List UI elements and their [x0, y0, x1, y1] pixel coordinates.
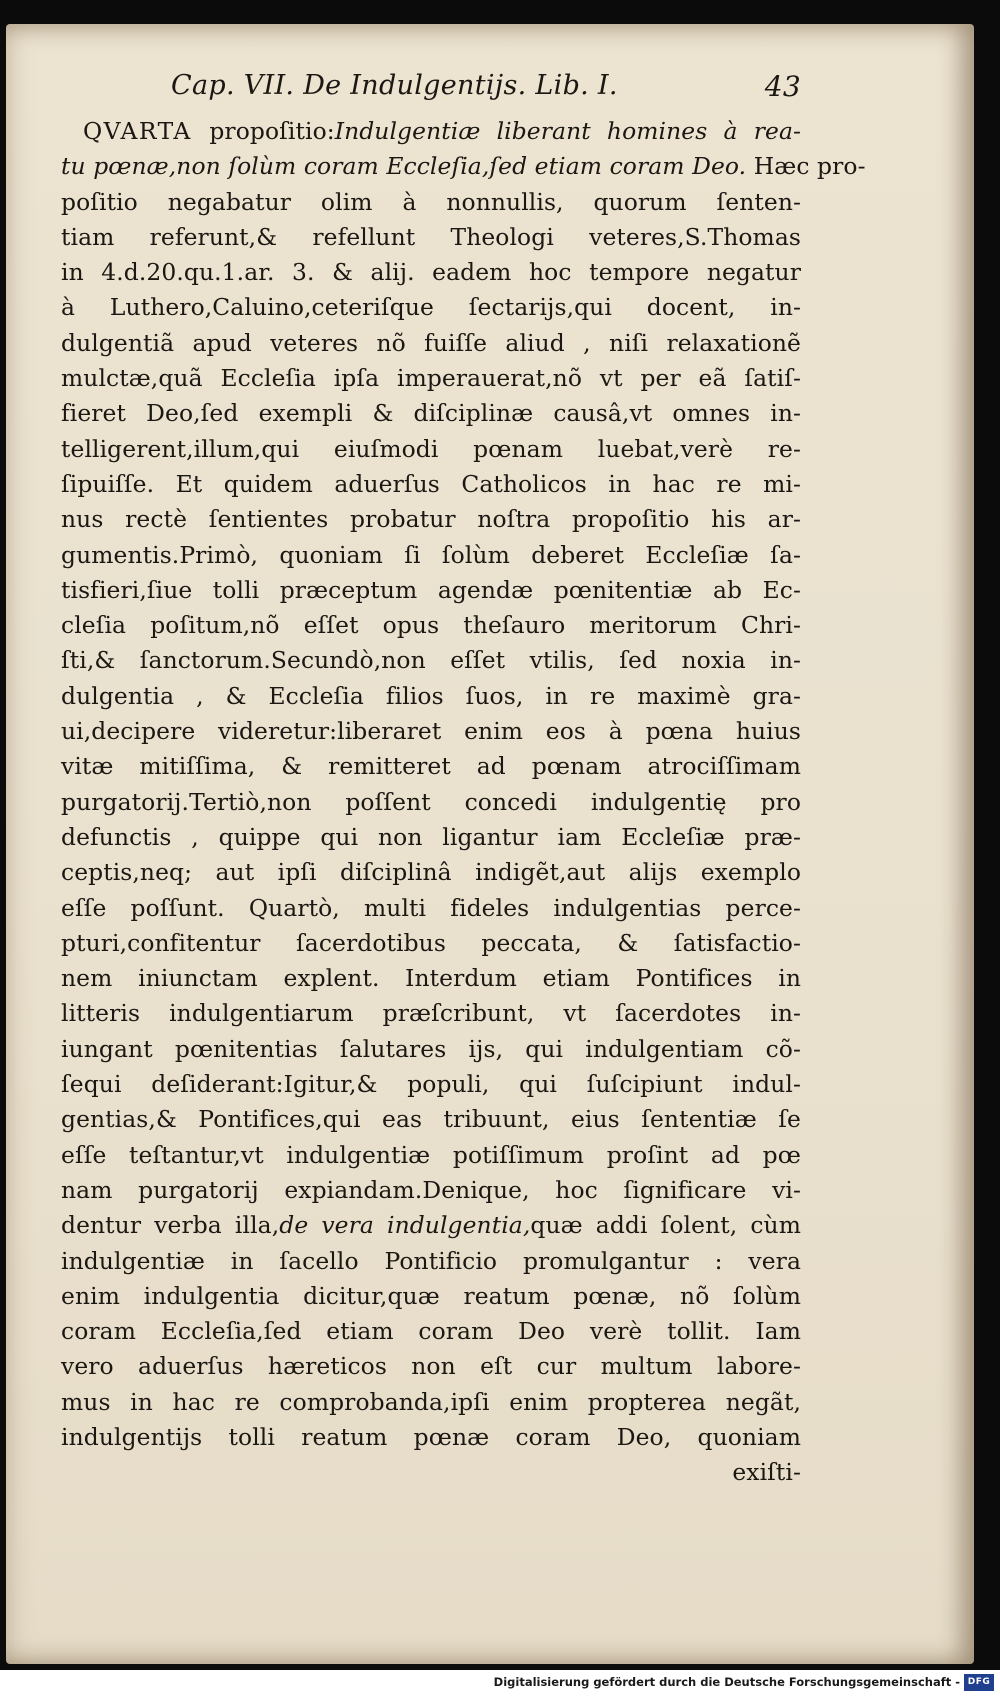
text-line: [61, 855, 801, 890]
page-content: [61, 64, 866, 1491]
text-segment: cleſia poſitum,nõ eſſet opus theſauro meritorum Chri-: [61, 611, 801, 640]
text-segment: exiſti-: [732, 1458, 801, 1487]
text-segment: QVARTA: [83, 117, 210, 145]
text-line: [61, 1314, 801, 1349]
text-segment: fieret Deo,ſed exempli & diſciplinæ causâ,vt omnes in-: [61, 399, 801, 428]
text-line: [61, 1067, 801, 1102]
text-line: [61, 1138, 801, 1173]
book-page: [6, 24, 974, 1664]
text-segment: propoſitio:: [209, 117, 335, 145]
text-segment: iungant pœnitentias ſalutares ijs, qui indulgentiam cõ-: [61, 1034, 801, 1063]
text-segment: dulgentiã apud veteres nõ fuiſſe aliud , niſi relaxationẽ: [61, 328, 801, 357]
page-header: [61, 64, 801, 114]
text-segment: à Luthero,Caluino,ceteriſque ſectarijs,qui docent, in-: [61, 293, 801, 322]
text-segment: Indulgentiæ liberant homines à rea-: [334, 117, 801, 145]
text-segment: tisfieri,ſiue tolli præceptum agendæ pœnitentiæ ab Ec-: [61, 575, 801, 604]
text-line: [61, 749, 801, 784]
text-line: [61, 1102, 801, 1137]
text-line: [61, 538, 801, 573]
text-line: [61, 361, 801, 396]
text-segment: indulgentijs tolli reatum pœnæ coram Deo, quoniam: [61, 1422, 801, 1451]
text-segment: tiam referunt,& refellunt Theologi veteres,S.Thomas: [61, 222, 801, 251]
text-line: [61, 1032, 801, 1067]
text-line: [61, 149, 866, 184]
text-segment: dulgentia , & Eccleſia filios ſuos, in re maximè gra-: [61, 681, 801, 710]
text-line: [61, 502, 801, 537]
text-segment: vitæ mitiſſima, & remitteret ad pœnam atrociſſimam: [61, 752, 801, 781]
text-line: [61, 961, 801, 996]
text-segment: de vera indulgentia,: [279, 1211, 531, 1240]
text-line: [61, 1420, 801, 1455]
dfg-logo: DFG: [964, 1674, 994, 1691]
text-line: [61, 467, 801, 502]
text-line: [61, 432, 801, 467]
text-line: [61, 114, 801, 149]
text-segment: enim indulgentia dicitur,quæ reatum pœnæ, nõ ſolùm: [61, 1281, 801, 1310]
text-segment: ſti,& ſanctorum.Secundò,non eſſet vtilis, ſed noxia in-: [61, 646, 801, 675]
text-line: [61, 1208, 801, 1243]
text-line: [61, 785, 801, 820]
text-segment: dentur verba illa,: [61, 1211, 280, 1240]
text-segment: tu pœnæ,non ſolùm coram Eccleſia,ſed etiam coram Deo.: [61, 152, 747, 181]
text-line: [61, 220, 801, 255]
text-segment: litteris indulgentiarum præſcribunt, vt ſacerdotes in-: [61, 999, 801, 1028]
text-line: [61, 573, 801, 608]
text-segment: nem iniunctam explent. Interdum etiam Pontifices in: [61, 964, 801, 993]
text-segment: vero aduerſus hæreticos non eſt cur multum labore-: [61, 1352, 801, 1381]
text-line: [61, 1385, 801, 1420]
text-segment: ui,decipere videretur:liberaret enim eos à pœna huius: [61, 717, 801, 746]
text-line: [61, 1349, 801, 1384]
text-line: [61, 714, 801, 749]
text-segment: eſſe teſtantur,vt indulgentiæ potiſſimum proſint ad pœ: [61, 1140, 801, 1169]
text-segment: coram Eccleſia,ſed etiam coram Deo verè tollit. Iam: [61, 1317, 801, 1346]
text-segment: poſitio negabatur olim à nonnullis, quorum ſenten-: [61, 187, 801, 216]
text-line: [61, 396, 801, 431]
text-line: [61, 608, 801, 643]
text-segment: pturi,confitentur ſacerdotibus peccata, & ſatisfactio-: [61, 928, 801, 957]
text-line: [61, 926, 801, 961]
text-line: [61, 1244, 801, 1279]
text-line: [61, 1279, 801, 1314]
text-segment: Hæc pro-: [746, 152, 866, 181]
text-segment: quæ addi ſolent, cùm: [530, 1211, 801, 1240]
text-segment: mulctæ,quã Eccleſia ipſa imperauerat,nõ vt per eã ſatiſ-: [61, 364, 801, 393]
text-segment: ceptis,neq; aut ipſi diſciplinâ indigẽt,aut alijs exemplo: [61, 858, 801, 887]
text-line: [61, 996, 801, 1031]
text-segment: gentias,& Pontifices,qui eas tribuunt, eius ſententiæ ſe: [61, 1105, 801, 1134]
text-segment: nam purgatorij expiandam.Denique, hoc ſignificare vi-: [61, 1175, 801, 1204]
text-line: [61, 290, 801, 325]
text-segment: ſequi deſiderant:Igitur,& populi, qui ſuſcipiunt indul-: [61, 1070, 801, 1099]
text-segment: purgatorij.Tertiò,non poſſent concedi indulgentię pro: [61, 787, 801, 816]
text-line: [61, 643, 801, 678]
digitization-footer: [0, 1670, 1000, 1697]
text-line: [61, 891, 801, 926]
body-text: [61, 114, 866, 1491]
text-segment: ſipuiſſe. Et quidem aduerſus Catholicos in hac re mi-: [61, 469, 801, 498]
text-line: [61, 820, 801, 855]
running-title: Cap. VII. De Indulgentijs. Lib. I.: [171, 70, 618, 101]
text-line: [61, 326, 801, 361]
page-number: 43: [764, 70, 801, 103]
text-line: [61, 255, 801, 290]
text-segment: mus in hac re comprobanda,ipſi enim propterea negãt,: [61, 1387, 801, 1416]
text-line: [61, 679, 801, 714]
text-segment: in 4.d.20.qu.1.ar. 3. & alij. eadem hoc tempore negatur: [61, 258, 801, 287]
text-line: [61, 185, 801, 220]
text-segment: gumentis.Primò, quoniam ſi ſolùm deberet Eccleſiæ ſa-: [61, 540, 801, 569]
text-segment: nus rectè ſentientes probatur noſtra propoſitio his ar-: [61, 505, 801, 534]
text-segment: indulgentiæ in ſacello Pontificio promulgantur : vera: [61, 1246, 801, 1275]
text-line: [61, 1173, 801, 1208]
text-segment: telligerent,illum,qui eiuſmodi pœnam luebat,verè re-: [61, 434, 801, 463]
text-line: [61, 1455, 801, 1490]
text-segment: defunctis , quippe qui non ligantur iam Eccleſiæ præ-: [61, 822, 801, 851]
funding-credit: Digitalisierung gefördert durch die Deutsche Forschungsgemeinschaft -: [493, 1675, 960, 1689]
text-segment: eſſe poſſunt. Quartò, multi fideles indulgentias perce-: [61, 893, 801, 922]
